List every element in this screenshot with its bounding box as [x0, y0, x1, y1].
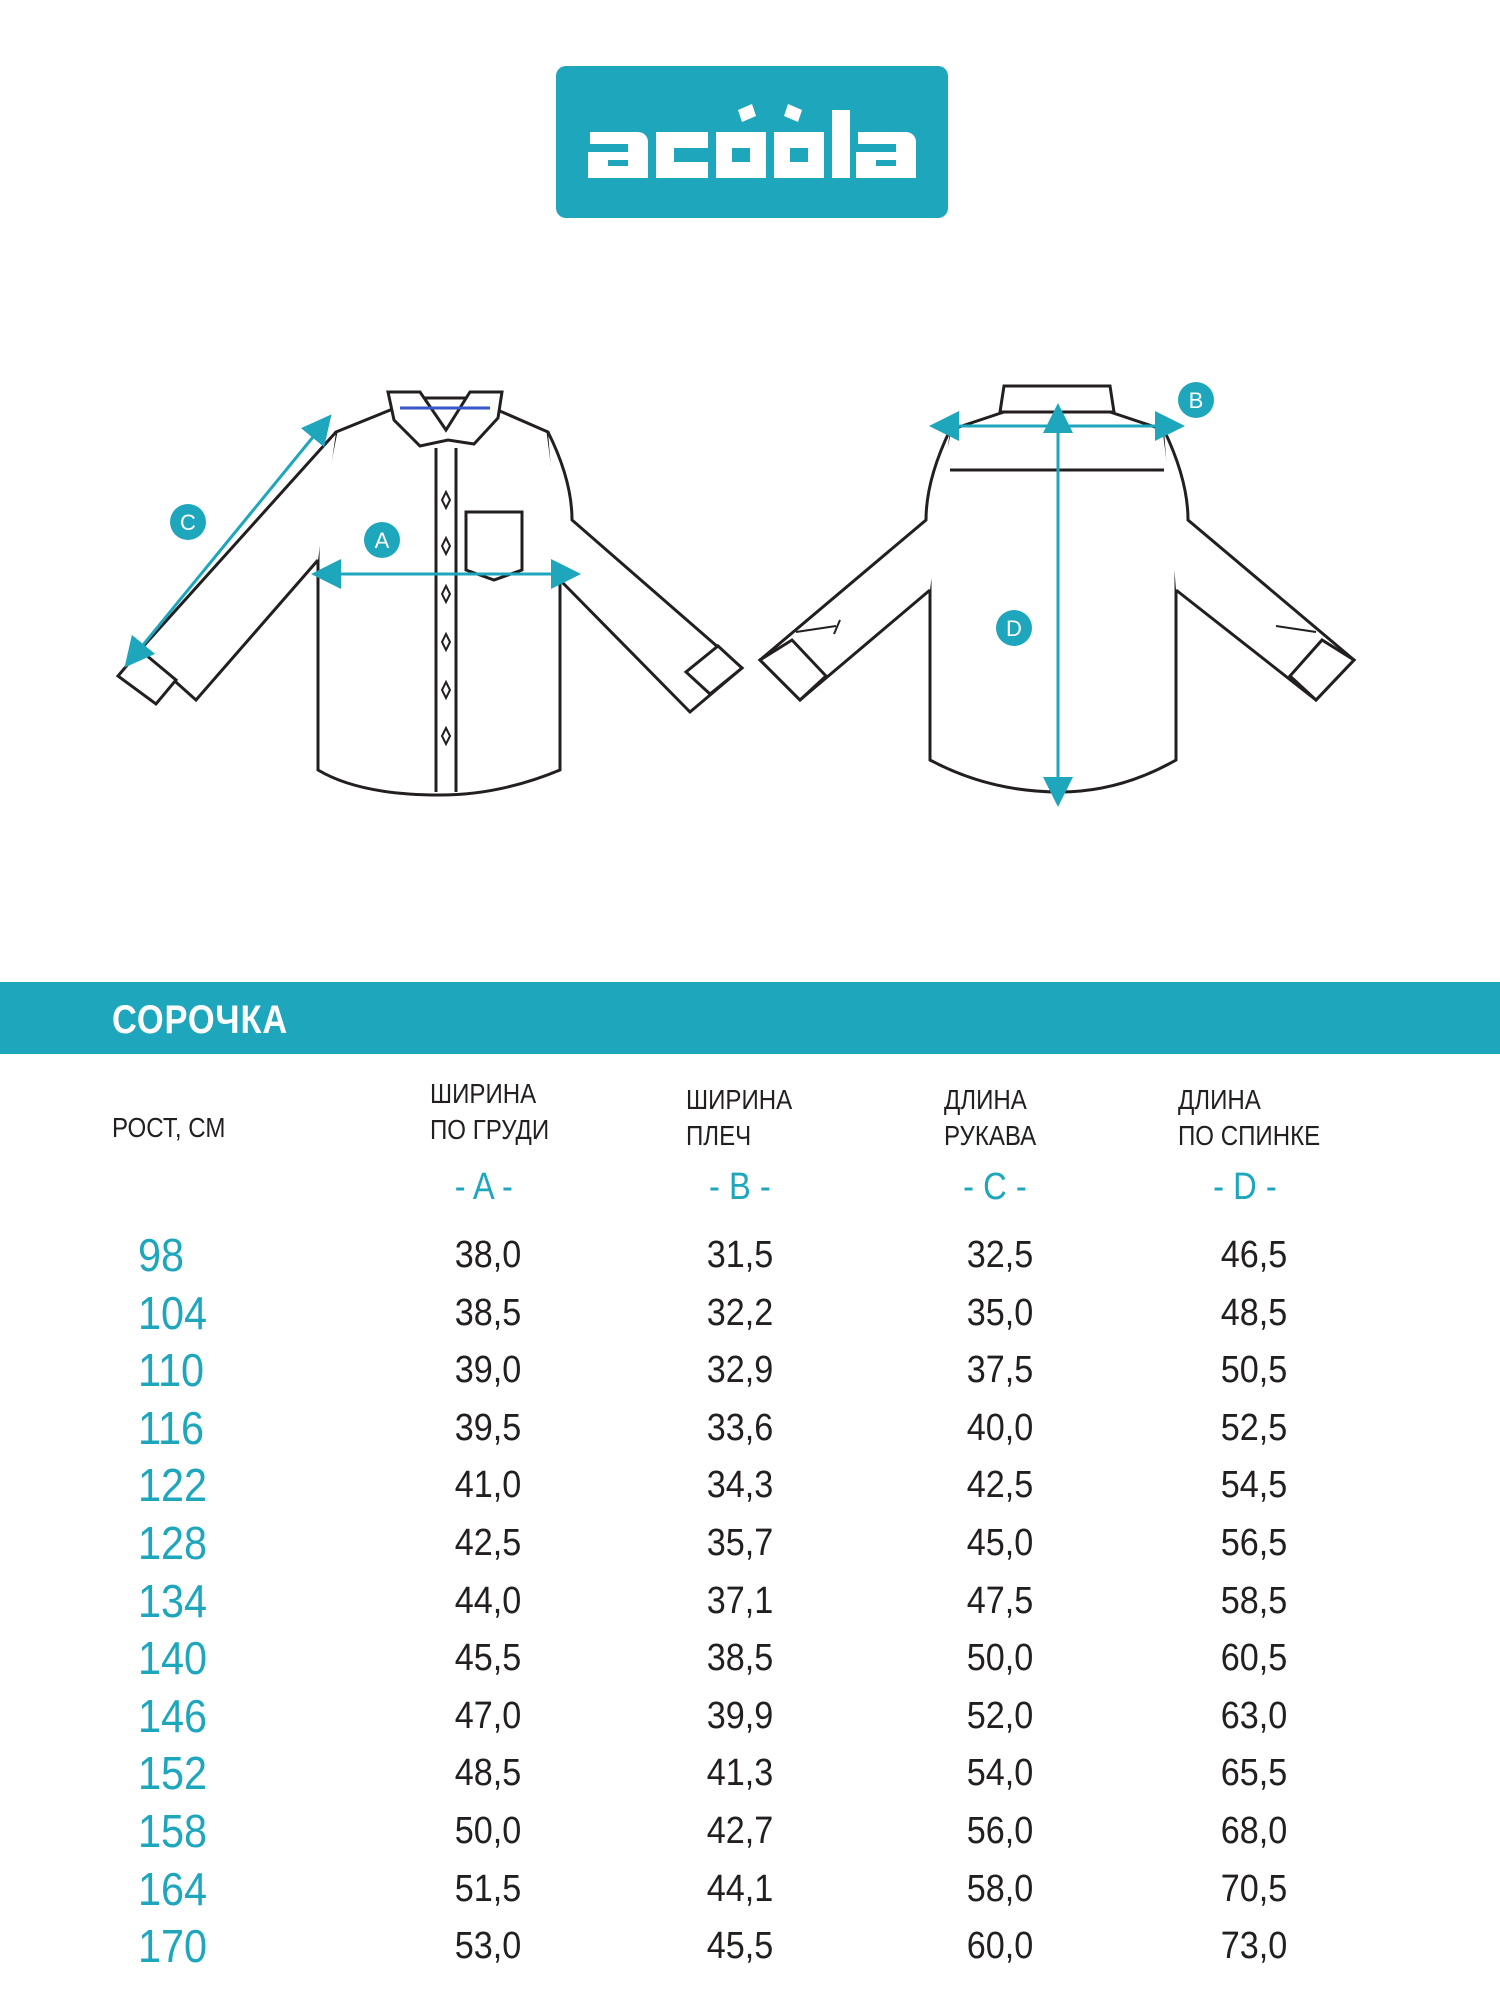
table-row	[0, 1806, 1500, 1864]
height-column-header: РОСТ, СМ	[112, 1112, 226, 1143]
svg-text:D: D	[1006, 616, 1022, 641]
height-cell: 140	[138, 1632, 208, 1685]
shoulder-width-cell: 35,7	[706, 1522, 774, 1564]
sleeve-length-cell: 40,0	[966, 1406, 1034, 1449]
back-length-cell: 70,5	[1220, 1867, 1288, 1910]
sleeve-length-cell: 54,0	[966, 1752, 1034, 1795]
svg-text:A: A	[374, 528, 390, 553]
acoola-wordmark-icon	[556, 66, 948, 218]
label-c-badge	[170, 504, 206, 540]
column-header-b: ШИРИНА ПЛЕЧ	[686, 1084, 793, 1151]
back-length-cell: 56,5	[1220, 1522, 1288, 1564]
back-length-cell: 68,0	[1220, 1810, 1288, 1852]
column-letter-d: - D -	[1213, 1166, 1277, 1208]
height-cell: 164	[138, 1862, 208, 1915]
chest-width-cell: 38,5	[454, 1291, 522, 1334]
shoulder-width-cell: 37,1	[706, 1579, 774, 1622]
column-header-c: ДЛИНА РУКАВА	[944, 1084, 1037, 1151]
table-row	[0, 1748, 1500, 1806]
chest-width-cell: 44,0	[454, 1579, 522, 1622]
shoulder-width-cell: 34,3	[706, 1464, 774, 1507]
chest-width-cell: 38,0	[454, 1234, 522, 1276]
sleeve-length-cell: 45,0	[966, 1522, 1034, 1564]
table-row	[0, 1230, 1500, 1288]
back-length-cell: 73,0	[1220, 1925, 1288, 1968]
chest-width-cell: 41,0	[454, 1464, 522, 1507]
label-b-badge	[1178, 382, 1214, 418]
back-length-cell: 63,0	[1220, 1694, 1288, 1737]
back-length-cell: 60,5	[1220, 1637, 1288, 1680]
height-cell: 170	[138, 1920, 208, 1973]
height-cell: 152	[138, 1747, 208, 1800]
product-title-band	[0, 982, 1500, 1054]
height-cell: 134	[138, 1574, 208, 1627]
chest-width-cell: 39,0	[454, 1349, 522, 1392]
height-cell: 104	[138, 1286, 208, 1339]
table-row	[0, 1288, 1500, 1346]
shoulder-width-cell: 45,5	[706, 1925, 774, 1968]
shoulder-width-cell: 38,5	[706, 1637, 774, 1680]
chest-width-cell: 51,5	[454, 1867, 522, 1910]
height-cell: 122	[138, 1459, 208, 1512]
sleeve-length-cell: 42,5	[966, 1464, 1034, 1507]
table-row	[0, 1691, 1500, 1749]
height-cell: 146	[138, 1689, 208, 1742]
back-length-cell: 48,5	[1220, 1291, 1288, 1334]
table-row	[0, 1576, 1500, 1634]
chest-width-cell: 50,0	[454, 1810, 522, 1852]
height-cell: 128	[138, 1517, 208, 1569]
label-a-badge	[364, 522, 400, 558]
shoulder-width-cell: 31,5	[706, 1234, 774, 1276]
shoulder-width-cell: 32,9	[706, 1349, 774, 1392]
shirt-front-drawing	[118, 392, 742, 795]
table-row	[0, 1518, 1500, 1576]
shoulder-width-cell: 32,2	[706, 1291, 774, 1334]
chest-width-cell: 47,0	[454, 1694, 522, 1737]
back-length-cell: 65,5	[1220, 1752, 1288, 1795]
back-length-cell: 50,5	[1220, 1349, 1288, 1392]
table-row	[0, 1864, 1500, 1922]
height-cell: 110	[138, 1344, 205, 1397]
label-d-badge	[996, 610, 1032, 646]
sleeve-length-cell: 37,5	[966, 1349, 1034, 1392]
back-length-cell: 58,5	[1220, 1579, 1288, 1622]
shirt-diagram	[0, 360, 1500, 820]
back-length-cell: 52,5	[1220, 1406, 1288, 1449]
table-row	[0, 1921, 1500, 1979]
shoulder-width-cell: 41,3	[706, 1752, 774, 1795]
sleeve-length-cell: 52,0	[966, 1694, 1034, 1737]
back-length-cell: 54,5	[1220, 1464, 1288, 1507]
chest-width-cell: 48,5	[454, 1752, 522, 1795]
sleeve-length-cell: 60,0	[966, 1925, 1034, 1968]
svg-text:C: C	[180, 510, 196, 535]
table-row	[0, 1460, 1500, 1518]
svg-text:B: B	[1188, 388, 1204, 413]
shoulder-width-cell: 33,6	[706, 1406, 774, 1449]
height-cell: 116	[138, 1401, 205, 1454]
shoulder-width-cell: 42,7	[706, 1810, 774, 1852]
column-letter-c: - C -	[963, 1166, 1027, 1208]
column-letter-a: - A -	[454, 1166, 513, 1208]
table-row	[0, 1345, 1500, 1403]
sleeve-length-cell: 47,5	[966, 1579, 1034, 1622]
chest-width-cell: 45,5	[454, 1637, 522, 1680]
product-title: СОРОЧКА	[112, 998, 289, 1042]
brand-logo	[556, 66, 948, 218]
table-row	[0, 1403, 1500, 1461]
column-letter-b: - B -	[709, 1166, 771, 1208]
chest-width-cell: 53,0	[454, 1925, 522, 1968]
column-header-d: ДЛИНА ПО СПИНКЕ	[1178, 1084, 1321, 1151]
sleeve-length-cell: 32,5	[966, 1234, 1034, 1276]
table-row	[0, 1633, 1500, 1691]
chest-width-cell: 42,5	[454, 1522, 522, 1564]
sleeve-length-cell: 58,0	[966, 1867, 1034, 1910]
sleeve-length-cell: 35,0	[966, 1291, 1034, 1334]
height-cell: 158	[138, 1805, 208, 1857]
sleeve-length-cell: 56,0	[966, 1810, 1034, 1852]
chest-width-cell: 39,5	[454, 1406, 522, 1449]
shoulder-width-cell: 44,1	[706, 1867, 774, 1910]
sleeve-length-cell: 50,0	[966, 1637, 1034, 1680]
shoulder-width-cell: 39,9	[706, 1694, 774, 1737]
column-header-a: ШИРИНА ПО ГРУДИ	[430, 1078, 550, 1145]
height-cell: 98	[138, 1229, 185, 1281]
back-length-cell: 46,5	[1220, 1234, 1288, 1276]
